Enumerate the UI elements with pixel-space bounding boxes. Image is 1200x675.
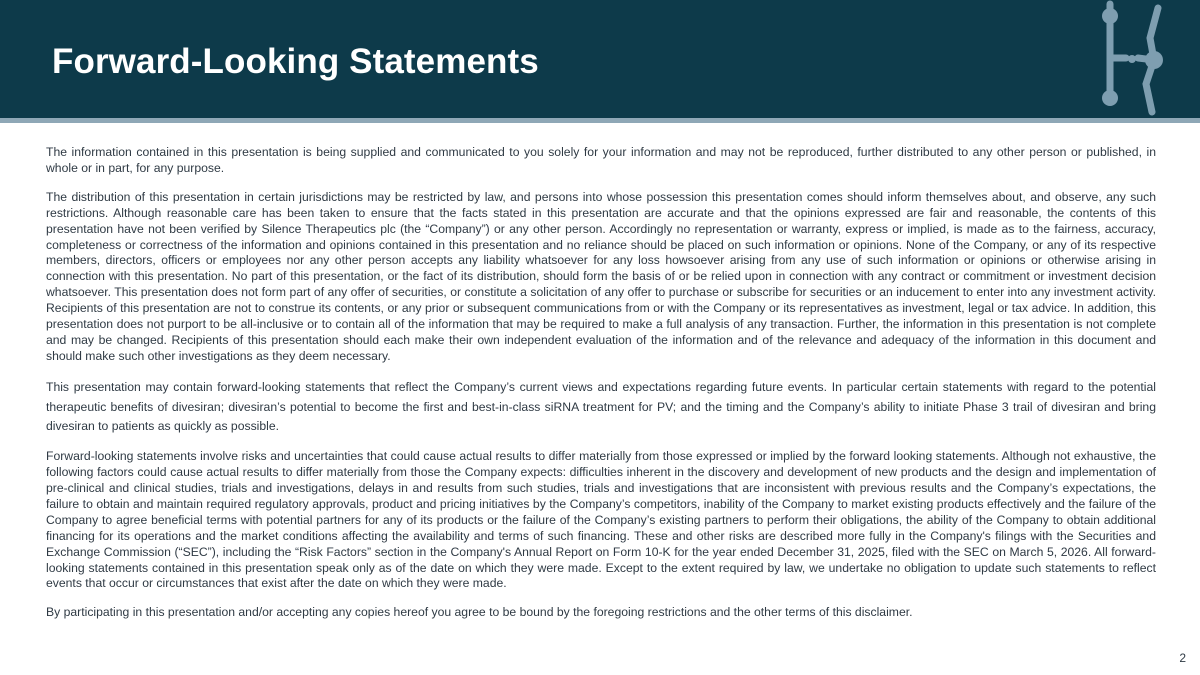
disclaimer-paragraph-3: This presentation may contain forward-looking statements that reflect the Company’s current views and expectations regarding future events. In particular certain statements with regard to the potential therapeutic benefits of divesiran; divesiran’s potential to become the first and best-in-class siRNA treatment for PV; and the timing and the Company’s ability to initiate Phase 3 trail of divesiran and bring divesiran to patients as quickly as possible. — [46, 379, 1156, 434]
disclaimer-paragraph-4: Forward-looking statements involve risks and uncertainties that could cause actual results to differ materially from those expressed or implied by the forward looking statements. Although not exhaustive, the following factors could cause actual results to differ materially from those the Company expects: difficulties inherent in the discovery and development of new products and the design and implementation of pre-clinical and clinical studies, trials and investigations, delays in and results from such studies, trials and investigations that are inconsistent with previous results and the Company’s expectations, the failure to obtain and maintain required regulatory approvals, product and pricing initiatives by the Company’s competitors, inability of the Company to market existing products effectively and the failure of the Company to agree beneficial terms with potential partners for any of its products or the failure of the Company’s existing partners to perform their obligations, the ability of the Company to obtain additional financing for its operations and the market conditions affecting the availability and terms of such financing. These and other risks are described more fully in the Company's filings with the Securities and Exchange Commission (“SEC”), including the “Risk Factors” section in the Company's Annual Report on Form 10-K for the year ended December 31, 2025, filed with the SEC on March 5, 2026. All forward-looking statements contained in this presentation speak only as of the date on which they were made. Except to the extent required by law, we undertake no obligation to update such statements to reflect events that occur or circumstances that exist after the date on which they were made. — [46, 449, 1156, 591]
disclaimer-body — [46, 145, 1156, 634]
disclaimer-paragraph-1: The information contained in this presentation is being supplied and communicated to you solely for your information and may not be reproduced, further distributed to any other person or published, in whole or in part, for any purpose. — [46, 145, 1156, 175]
slide-title: Forward-Looking Statements — [52, 42, 539, 81]
company-logo-icon — [1088, 0, 1174, 118]
page-number: 2 — [1179, 651, 1186, 665]
header-divider — [0, 118, 1200, 123]
disclaimer-paragraph-5: By participating in this presentation and/or accepting any copies hereof you agree to be bound by the foregoing restrictions and the other terms of this disclaimer. — [46, 605, 913, 620]
header-bar — [0, 0, 1200, 118]
disclaimer-paragraph-2: The distribution of this presentation in certain jurisdictions may be restricted by law, and persons into whose possession this presentation comes should inform themselves about, and observe, any such restrictions. Although reasonable care has been taken to ensure that the facts stated in this presentation are accurate and that the opinions expressed are fair and reasonable, the contents of this presentation have not been verified by Silence Therapeutics plc (the “Company”) or any other person. Accordingly no representation or warranty, express or implied, is made as to the fairness, accuracy, completeness or correctness of the information and opinions contained in this presentation and no reliance should be placed on such information or opinions. None of the Company, or any of its respective members, directors, officers or employees nor any other person accepts any liability whatsoever for any loss howsoever arising from any use of such information or opinions or otherwise arising in connection with this presentation. No part of this presentation, or the fact of its distribution, should form the basis of or be relied upon in connection with any contract or commitment or investment decision whatsoever. This presentation does not form part of any offer of securities, or constitute a solicitation of any offer to purchase or subscribe for securities or an inducement to enter into any investment activity. Recipients of this presentation are not to construe its contents, or any prior or subsequent communications from or with the Company or its representatives as investment, legal or tax advice. In addition, this presentation does not purport to be all-inclusive or to contain all of the information that may be required to make a full analysis of any transaction. Further, the information in this presentation is not complete and may be changed. Recipients of this presentation should each make their own independent evaluation of the information and of the relevance and adequacy of the information in this document and should make such other investigations as they deem necessary. — [46, 189, 1156, 363]
